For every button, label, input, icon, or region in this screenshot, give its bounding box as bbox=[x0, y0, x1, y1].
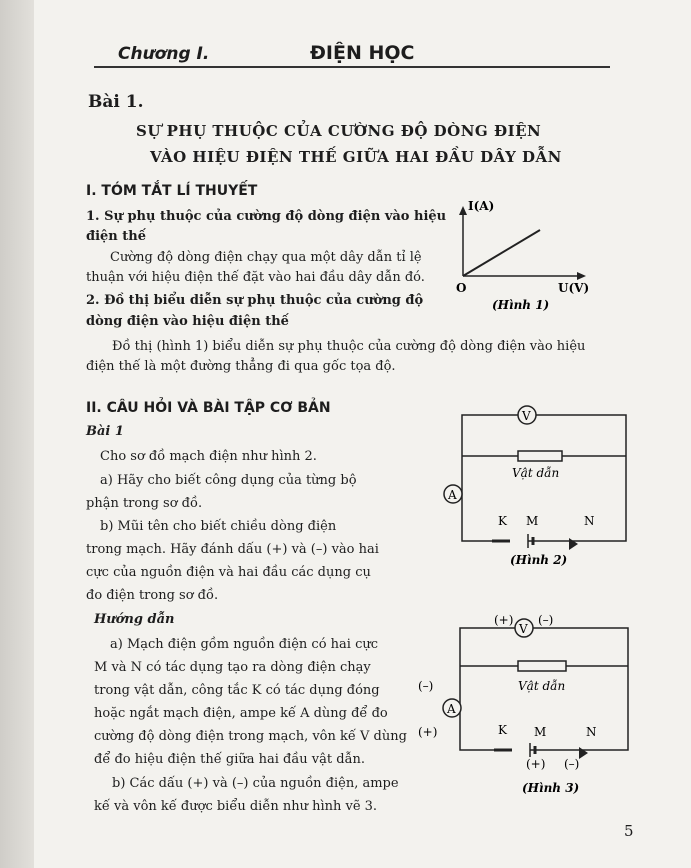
voltmeter-minus-label: (–) bbox=[538, 613, 554, 627]
circuit-wire-left bbox=[460, 628, 516, 750]
lesson-title-line2: VÀO HIỆU ĐIỆN THẾ GIỮA HAI ĐẦU DÂY DẪN bbox=[150, 148, 562, 166]
conductor-resistor bbox=[518, 661, 566, 671]
current-arrow-icon bbox=[579, 747, 588, 759]
current-arrow-icon bbox=[569, 538, 578, 550]
section1-heading: I. TÓM TẮT LÍ THUYẾT bbox=[86, 183, 258, 199]
answer-a-line6: để đo hiệu điện thế giữa hai đầu vật dẫn. bbox=[94, 752, 366, 767]
graph-line bbox=[463, 230, 540, 276]
exercise-label: Bài 1 bbox=[86, 424, 124, 439]
item2-line1: 2. Đồ thị biểu diễn sự phụ thuộc của cường độ bbox=[86, 293, 424, 308]
pole-n-label: N bbox=[586, 725, 597, 739]
x-axis-label: U(V) bbox=[558, 281, 590, 295]
para2-line1: Đồ thị (hình 1) biểu diễn sự phụ thuộc của cường độ dòng điện vào hiệu bbox=[112, 339, 586, 354]
switch-label: K bbox=[498, 514, 507, 528]
y-axis-label: I(A) bbox=[468, 199, 495, 213]
subject-title: ĐIỆN HỌC bbox=[310, 42, 415, 64]
figure2-caption: (Hình 2) bbox=[510, 553, 568, 567]
para2-line2: điện thế là một đường thẳng đi qua gốc tọa độ. bbox=[86, 359, 396, 374]
pole-n-label: N bbox=[584, 514, 595, 528]
conductor-label: Vật dẫn bbox=[518, 679, 566, 693]
ammeter-minus-label: (–) bbox=[418, 679, 434, 693]
answer-a-line1: a) Mạch điện gồm nguồn điện có hai cực bbox=[110, 637, 379, 652]
voltmeter-label: V bbox=[522, 409, 531, 423]
answer-a-line4: hoặc ngắt mạch điện, ampe kế A dùng để đo bbox=[94, 706, 388, 721]
x-axis-arrow bbox=[577, 272, 586, 280]
chapter-label: Chương I. bbox=[118, 44, 210, 64]
para1-line1: Cường độ dòng điện chạy qua một dây dẫn tỉ lệ bbox=[110, 250, 422, 265]
question-intro: Cho sơ đồ mạch điện như hình 2. bbox=[100, 449, 317, 464]
question-a-line1: a) Hãy cho biết công dụng của từng bộ bbox=[100, 473, 357, 488]
para1-line2: thuận với hiệu điện thế đặt vào hai đầu dây dẫn đó. bbox=[86, 270, 425, 285]
question-a-line2: phận trong sơ đồ. bbox=[86, 496, 203, 511]
item1-line2: điện thế bbox=[86, 229, 147, 244]
pole-m-label: M bbox=[526, 514, 539, 528]
voltmeter-plus-label: (+) bbox=[494, 613, 514, 627]
lesson-title-line1: SỰ PHỤ THUỘC CỦA CƯỜNG ĐỘ DÒNG ĐIỆN bbox=[136, 122, 542, 140]
pole-m-label: M bbox=[534, 725, 547, 739]
ammeter-label: A bbox=[447, 702, 456, 716]
conductor-label: Vật dẫn bbox=[512, 466, 560, 480]
ammeter-plus-label: (+) bbox=[418, 725, 438, 739]
origin-label: O bbox=[456, 281, 467, 295]
answer-b-line1: b) Các dấu (+) và (–) của nguồn điện, ampe bbox=[112, 776, 399, 791]
y-axis-arrow bbox=[459, 206, 467, 215]
page-binding-shadow bbox=[0, 0, 34, 868]
pole-n-minus-label: (–) bbox=[564, 757, 580, 771]
answer-a-line3: trong vật dẫn, công tắc K có tác dụng đóng bbox=[94, 683, 380, 698]
conductor-resistor bbox=[518, 451, 562, 461]
voltmeter-label: V bbox=[519, 622, 528, 636]
header-rule bbox=[94, 66, 610, 68]
question-b-line1: b) Mũi tên cho biết chiều dòng điện bbox=[100, 519, 337, 534]
lesson-label: Bài 1. bbox=[88, 92, 144, 112]
question-b-line4: đo điện trong sơ đồ. bbox=[86, 588, 219, 603]
section2-heading: II. CÂU HỎI VÀ BÀI TẬP CƠ BẢN bbox=[86, 400, 331, 416]
figure1-graph bbox=[440, 196, 610, 328]
switch-label: K bbox=[498, 723, 507, 737]
answer-a-line5: cường độ dòng điện trong mạch, vôn kế V dùng bbox=[94, 729, 407, 744]
question-b-line2: trong mạch. Hãy đánh dấu (+) và (–) vào hai bbox=[86, 542, 379, 557]
item1-line1: 1. Sự phụ thuộc của cường độ dòng điện vào hiệu bbox=[86, 209, 447, 224]
page-number: 5 bbox=[624, 822, 634, 840]
figure3-caption: (Hình 3) bbox=[522, 781, 580, 795]
answer-b-line2: kế và vôn kế được biểu diễn như hình vẽ 3. bbox=[94, 799, 378, 814]
figure2-circuit bbox=[436, 400, 632, 574]
question-b-line3: cực của nguồn điện và hai đầu các dụng cụ bbox=[86, 565, 371, 580]
answer-a-line2: M và N có tác dụng tạo ra dòng điện chạy bbox=[94, 660, 371, 675]
figure1-caption: (Hình 1) bbox=[492, 298, 550, 312]
pole-m-plus-label: (+) bbox=[526, 757, 546, 771]
ammeter-label: A bbox=[448, 488, 457, 502]
figure3-circuit bbox=[418, 608, 632, 820]
guide-heading: Hướng dẫn bbox=[94, 612, 175, 627]
item2-line2: dòng điện vào hiệu điện thế bbox=[86, 314, 289, 329]
